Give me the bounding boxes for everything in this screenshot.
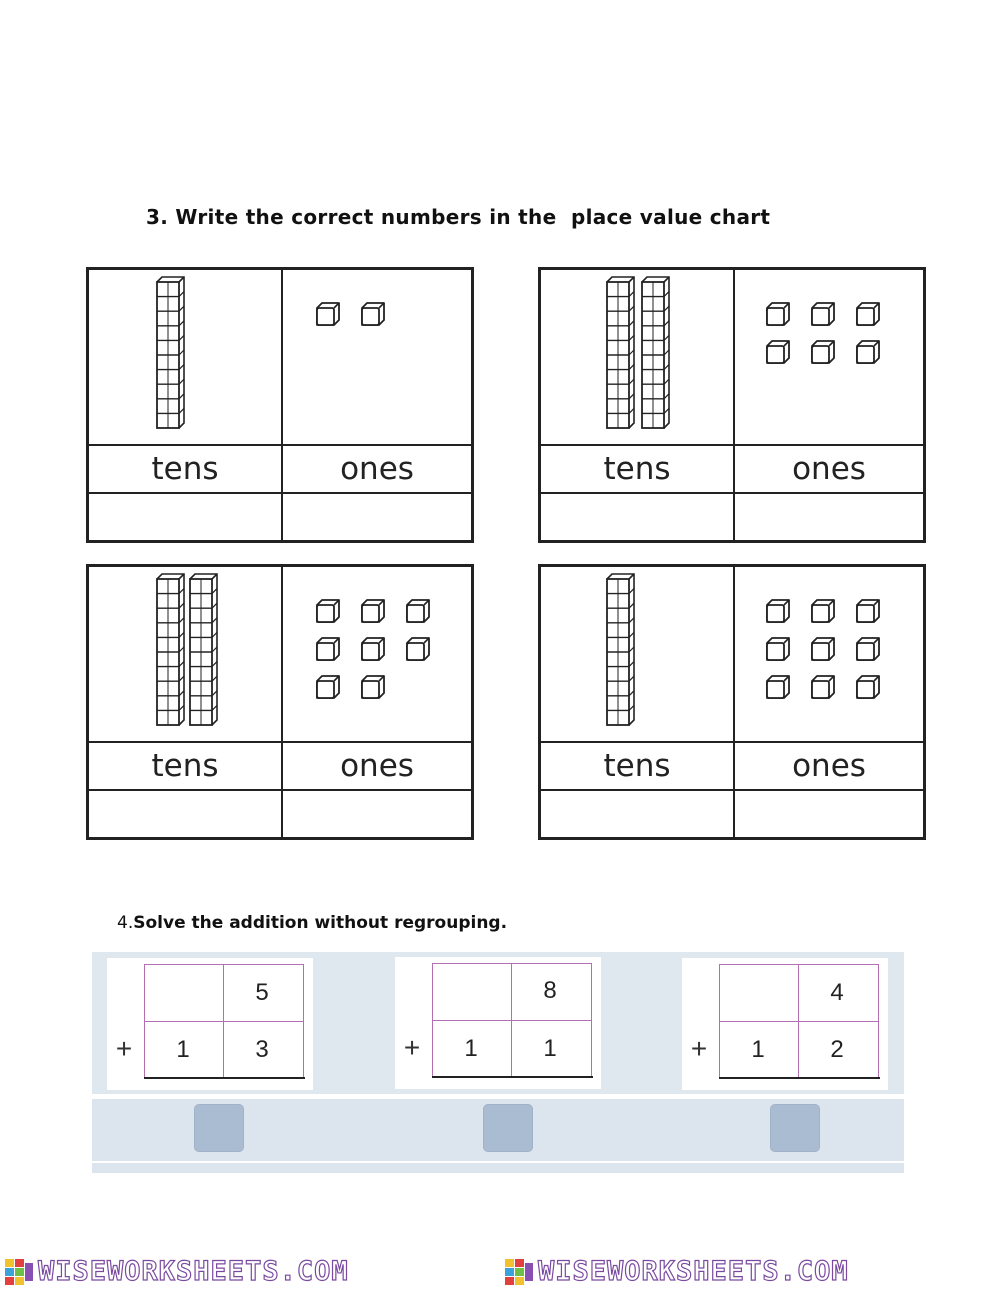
bottom-tens-digit: 1 <box>751 1036 765 1063</box>
top-tens-digit <box>144 965 222 1021</box>
one-cube <box>362 600 384 622</box>
one-cube <box>362 676 384 698</box>
one-cube <box>812 638 834 660</box>
one-cube <box>812 600 834 622</box>
place-value-chart-2 <box>538 267 926 543</box>
ten-rod <box>642 277 669 428</box>
plus-sign: + <box>115 1033 133 1064</box>
wiseworksheets-icon <box>505 1259 533 1285</box>
one-cube <box>857 676 879 698</box>
sum-line <box>719 1077 880 1079</box>
place-value-chart-4 <box>538 564 926 840</box>
brand-logo <box>5 1257 495 1287</box>
ones-answer-cell[interactable] <box>735 494 923 540</box>
one-cube <box>857 341 879 363</box>
bottom-tens-digit: 1 <box>464 1035 478 1062</box>
base-ten-blocks <box>89 567 471 737</box>
tens-answer-cell[interactable] <box>541 791 733 837</box>
answer-box-3[interactable] <box>770 1104 820 1152</box>
base-ten-blocks <box>89 270 471 440</box>
tens-label: tens <box>151 451 219 487</box>
ones-answer-cell[interactable] <box>735 791 923 837</box>
question-3-title: 3. Write the correct numbers in the place value chart <box>146 205 771 229</box>
one-cube <box>407 600 429 622</box>
answer-box-1[interactable] <box>194 1104 244 1152</box>
addition-problem-2 <box>395 957 601 1089</box>
one-cube <box>812 341 834 363</box>
sum-line <box>432 1076 593 1078</box>
ones-label: ones <box>340 451 414 487</box>
ones-label: ones <box>792 451 866 487</box>
ten-rod <box>157 277 184 428</box>
one-cube <box>857 303 879 325</box>
one-cube <box>407 638 429 660</box>
one-cube <box>362 303 384 325</box>
footer-watermark <box>0 1250 1000 1291</box>
question-4-text: Solve the addition without regrouping. <box>133 913 508 933</box>
addition-problem-1 <box>107 958 313 1090</box>
one-cube <box>362 638 384 660</box>
ten-rod <box>607 574 634 725</box>
place-value-chart-3 <box>86 564 474 840</box>
ten-rod <box>157 574 184 725</box>
one-cube <box>767 341 789 363</box>
one-cube <box>317 303 339 325</box>
top-tens-digit <box>432 963 510 1019</box>
plus-sign: + <box>403 1032 421 1063</box>
tens-answer-cell[interactable] <box>89 494 281 540</box>
bottom-ones-digit: 2 <box>830 1036 844 1063</box>
brand-logo <box>505 1257 995 1287</box>
ones-answer-cell[interactable] <box>283 494 471 540</box>
ones-label: ones <box>792 748 866 784</box>
one-cube <box>317 676 339 698</box>
wiseworksheets-icon <box>5 1259 33 1285</box>
one-cube <box>767 303 789 325</box>
sum-line <box>144 1077 305 1079</box>
one-cube <box>317 638 339 660</box>
top-ones-digit: 4 <box>830 979 844 1006</box>
top-tens-digit <box>719 965 797 1021</box>
addition-problem-3 <box>682 958 888 1090</box>
bottom-ones-digit: 3 <box>255 1036 269 1063</box>
brand-text: WISEWORKSHEETS.COM <box>38 1256 349 1287</box>
top-ones-digit: 8 <box>543 977 557 1004</box>
tens-answer-cell[interactable] <box>89 791 281 837</box>
one-cube <box>812 303 834 325</box>
tens-label: tens <box>603 451 671 487</box>
place-value-chart-1 <box>86 267 474 543</box>
bottom-ones-digit: 1 <box>543 1035 557 1062</box>
one-cube <box>767 676 789 698</box>
brand-text: WISEWORKSHEETS.COM <box>538 1256 849 1287</box>
answer-box-2[interactable] <box>483 1104 533 1152</box>
base-ten-blocks <box>541 270 923 440</box>
one-cube <box>857 600 879 622</box>
one-cube <box>317 600 339 622</box>
ten-rod <box>190 574 217 725</box>
ones-label: ones <box>340 748 414 784</box>
ten-rod <box>607 277 634 428</box>
one-cube <box>812 676 834 698</box>
tens-label: tens <box>603 748 671 784</box>
one-cube <box>767 600 789 622</box>
one-cube <box>767 638 789 660</box>
question-4-title <box>117 913 507 933</box>
top-ones-digit: 5 <box>255 979 269 1006</box>
panel-bottom-strip <box>92 1163 904 1173</box>
base-ten-blocks <box>541 567 923 737</box>
tens-label: tens <box>151 748 219 784</box>
tens-answer-cell[interactable] <box>541 494 733 540</box>
question-4-number: 4. <box>117 913 134 933</box>
plus-sign: + <box>690 1033 708 1064</box>
ones-answer-cell[interactable] <box>283 791 471 837</box>
one-cube <box>857 638 879 660</box>
bottom-tens-digit: 1 <box>176 1036 190 1063</box>
